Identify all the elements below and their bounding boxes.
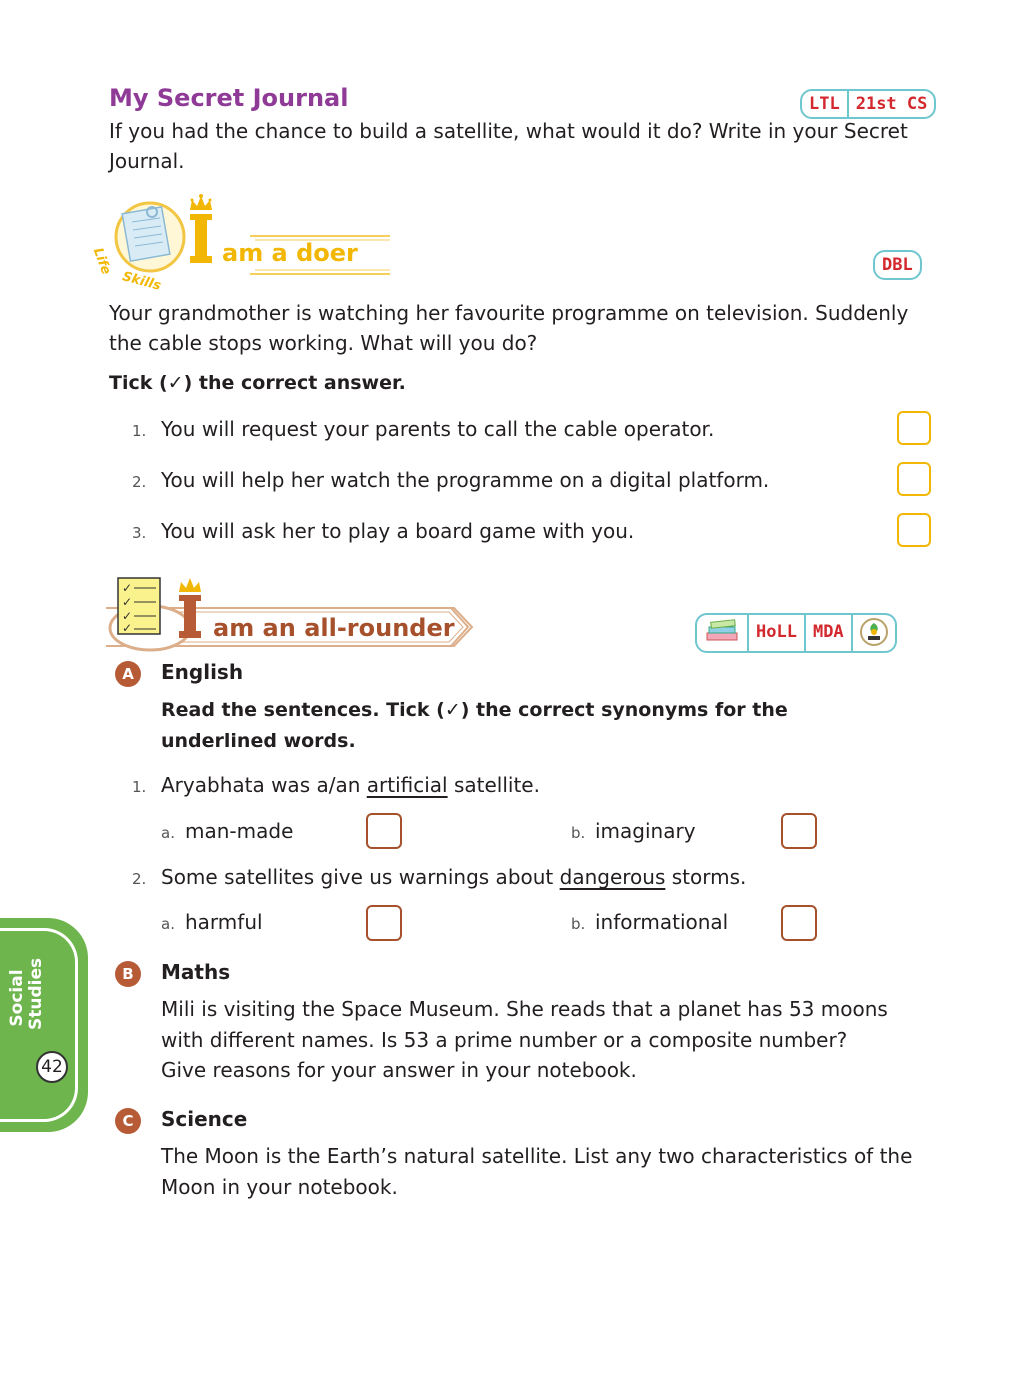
doer-text: Your grandmother is watching her favourite programme on television. Suddenly the cable stops working. What will you do? [109, 301, 909, 355]
question-text: storms. [665, 865, 747, 889]
allrounder-tags [695, 613, 897, 653]
subject-line-1: Social [7, 969, 27, 1027]
page-number: 42 [36, 1051, 68, 1083]
life-skills-badge: Life Skills [89, 246, 163, 294]
svg-text:✓: ✓ [122, 609, 133, 623]
maths-line-1: Mili is visiting the Space Museum. She reads that a planet has 53 moons [161, 997, 888, 1021]
choice-text: informational [595, 910, 729, 934]
section-c-marker: C [115, 1108, 141, 1134]
books-icon [697, 615, 747, 651]
option-text: You will help her watch the programme on a digital platform. [161, 468, 770, 492]
journal-title: My Secret Journal [109, 84, 349, 112]
allrounder-banner-text: am an all-rounder [213, 614, 455, 642]
allrounder-banner-graphic [106, 570, 476, 656]
maths-heading: Maths [161, 960, 231, 984]
underlined-word: artificial [366, 773, 448, 797]
option-number: 3. [132, 524, 147, 542]
choice-text: harmful [185, 910, 263, 934]
doer-tags [873, 250, 922, 280]
tag-holl: HoLL [747, 615, 804, 651]
science-heading: Science [161, 1107, 248, 1131]
svg-text:✓: ✓ [122, 581, 133, 595]
english-question-1 [161, 770, 540, 800]
doer-instruction: Tick (✓) the correct answer. [109, 372, 406, 394]
choice-label: a. [161, 824, 175, 842]
question-text: satellite. [447, 773, 540, 797]
option-text: You will request your parents to call the cable operator. [161, 417, 715, 441]
underlined-word: dangerous [559, 865, 666, 889]
english-instruction-line2: underlined words. [161, 730, 356, 752]
choice-label: b. [571, 915, 586, 933]
option-text: You will ask her to play a board game with you. [161, 519, 635, 543]
q2-choice-b-box[interactable] [781, 905, 817, 941]
science-line-1: The Moon is the Earth’s natural satellite. List any two characteristics of the [161, 1144, 913, 1168]
section-a-marker: A [115, 661, 141, 687]
choice-label: b. [571, 824, 586, 842]
subject-label [7, 957, 48, 1030]
tick-box-3[interactable] [897, 513, 931, 547]
question-text: Aryabhata was a/an [161, 773, 367, 797]
english-question-2 [161, 862, 746, 892]
journal-tags [800, 89, 936, 119]
subject-line-2: Studies [26, 957, 46, 1030]
tag-21st-cs: 21st CS [847, 91, 935, 117]
tag-ltl: LTL [809, 94, 840, 114]
maths-line-3: Give reasons for your answer in your notebook. [161, 1058, 637, 1082]
english-heading: English [161, 660, 244, 684]
choice-text: man-made [185, 819, 294, 843]
question-number: 2. [132, 870, 147, 888]
tick-box-2[interactable] [897, 462, 931, 496]
tag-mda: MDA [804, 615, 851, 651]
maths-line-2: with different names. Is 53 a prime number or a composite number? [161, 1028, 848, 1052]
english-instruction-line1: Read the sentences. Tick (✓) the correct synonyms for the [161, 699, 788, 721]
q2-choice-a-box[interactable] [366, 905, 402, 941]
svg-text:✓: ✓ [122, 621, 133, 635]
tick-box-1[interactable] [897, 411, 931, 445]
question-number: 1. [132, 778, 147, 796]
safal-logo-icon [851, 615, 895, 651]
section-b-marker: B [115, 961, 141, 987]
q1-choice-b-box[interactable] [781, 813, 817, 849]
choice-text: imaginary [595, 819, 696, 843]
tag-dbl: DBL [882, 255, 913, 275]
option-number: 2. [132, 473, 147, 491]
question-text: Some satellites give us warnings about [161, 865, 560, 889]
doer-banner-text: am a doer [222, 239, 358, 267]
option-number: 1. [132, 422, 147, 440]
journal-text: If you had the chance to build a satellite, what would it do? Write in your Secret Journal. [109, 119, 908, 173]
science-line-2: Moon in your notebook. [161, 1175, 398, 1199]
choice-label: a. [161, 915, 175, 933]
q1-choice-a-box[interactable] [366, 813, 402, 849]
svg-text:✓: ✓ [122, 595, 133, 609]
